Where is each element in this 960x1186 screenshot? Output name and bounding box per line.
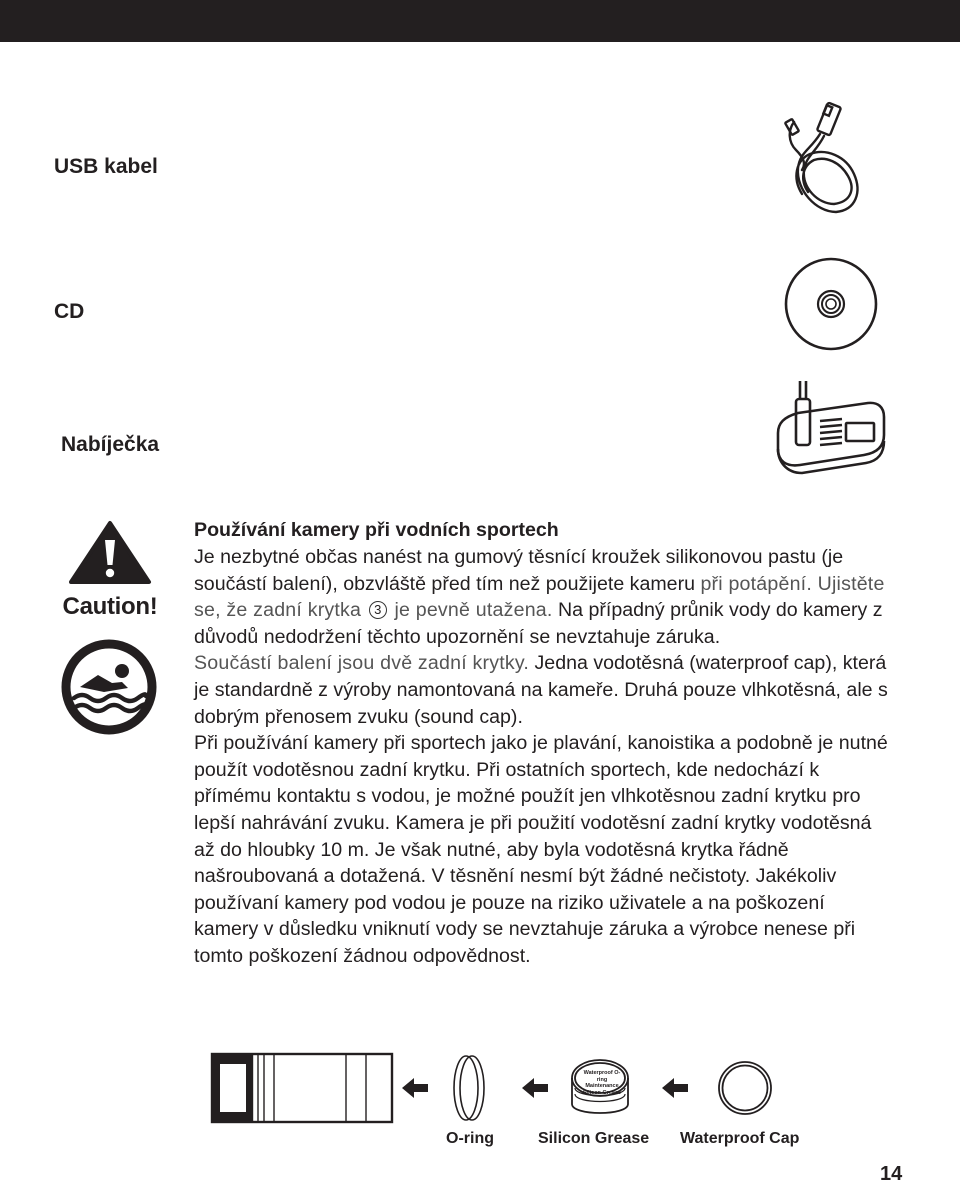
paragraph-text-gray: je pevně utažena. [388,599,553,622]
charger-icon [770,377,888,475]
circled-number-3: 3 [369,601,387,619]
grease-jar-text: Maintenance [585,1083,619,1089]
o-ring-label: O-ring [446,1130,494,1147]
section-title: Používání kamery při vodních sportech [194,519,559,541]
camera-body-icon [212,1054,392,1122]
warning-triangle-icon [68,520,152,586]
paragraph-text: Jedna vodotěsná (waterproof cap), která je standardně z výroby namontovaná na kameře. Druhá pouze vlhkotěsná, ale s dobrým přenosem zvuku (sound cap). [194,652,888,728]
paragraph-usage: Při používání kamery při sportech jako je plavání, kanoistika a podobně je nutné použít vodotěsnou zadní krytku. Při ostatních sportech, kde nedochází k přímému kontaktu s vodou, je možné použít jen vlhkotěsnou zadní krytku pro lepší nahrávání zvuku. Kamera je při použití vodotěsní zadní krytky vodotěsná až do hloubky 10 m. Je však nutné, aby byla vodotěsná krytka řádně našroubovaná a dotažená. V těsnění nesmí být žádné nečistoty. Jakékoliv používaní kamery pod vodou je pouze na riziko uživatele a na poškození kamery v důsledku vniknutí vody se nevztahuje záruka a výrobce nenese při tomto poškození žádnou odpovědnost. [194,732,888,967]
silicon-grease-label: Silicon Grease [538,1130,650,1147]
grease-jar-text: Silicon Grease [582,1089,622,1096]
paragraph-caps [194,650,894,730]
paragraph-text-gray: při potápění. Ujistěte se, že zadní krytka [194,572,885,622]
arrow-left-icon [662,1078,688,1098]
usb-cable-icon [780,100,870,218]
swimming-icon [60,630,158,744]
paragraph-text: Je nezbytné občas nanést na gumový těsnící kroužek silikonovou pastu (je součástí balení), obzvláště před tím než použijete kameru [194,546,844,595]
arrow-left-icon [522,1078,548,1098]
caution-label: Caution! [62,593,158,620]
paragraph-silicone [194,544,894,650]
top-bar [0,0,960,42]
usb-cable-label: USB kabel [54,155,158,178]
waterproof-cap-label: Waterproof Cap [680,1130,800,1147]
grease-jar-label [580,1070,624,1096]
water-sports-section [194,516,894,970]
charger-label: Nabíječka [61,433,160,456]
caution-block [58,520,162,621]
arrow-left-icon [402,1078,428,1098]
cd-disc-icon [784,257,878,351]
page-number: 14 [880,1163,903,1185]
waterproof-cap-icon [719,1062,771,1114]
cd-label: CD [54,300,85,323]
grease-jar-text: Waterproof O-ring [583,1070,621,1083]
o-ring-icon [454,1056,484,1120]
paragraph-text-gray: Součástí balení jsou dvě zadní krytky. [194,652,530,675]
paragraph-text: Na případný průnik vody do kamery z důvodů nedodržení těchto upozornění se nevztahuje záruka. [194,599,883,648]
camera-back-diagram [200,1048,800,1130]
